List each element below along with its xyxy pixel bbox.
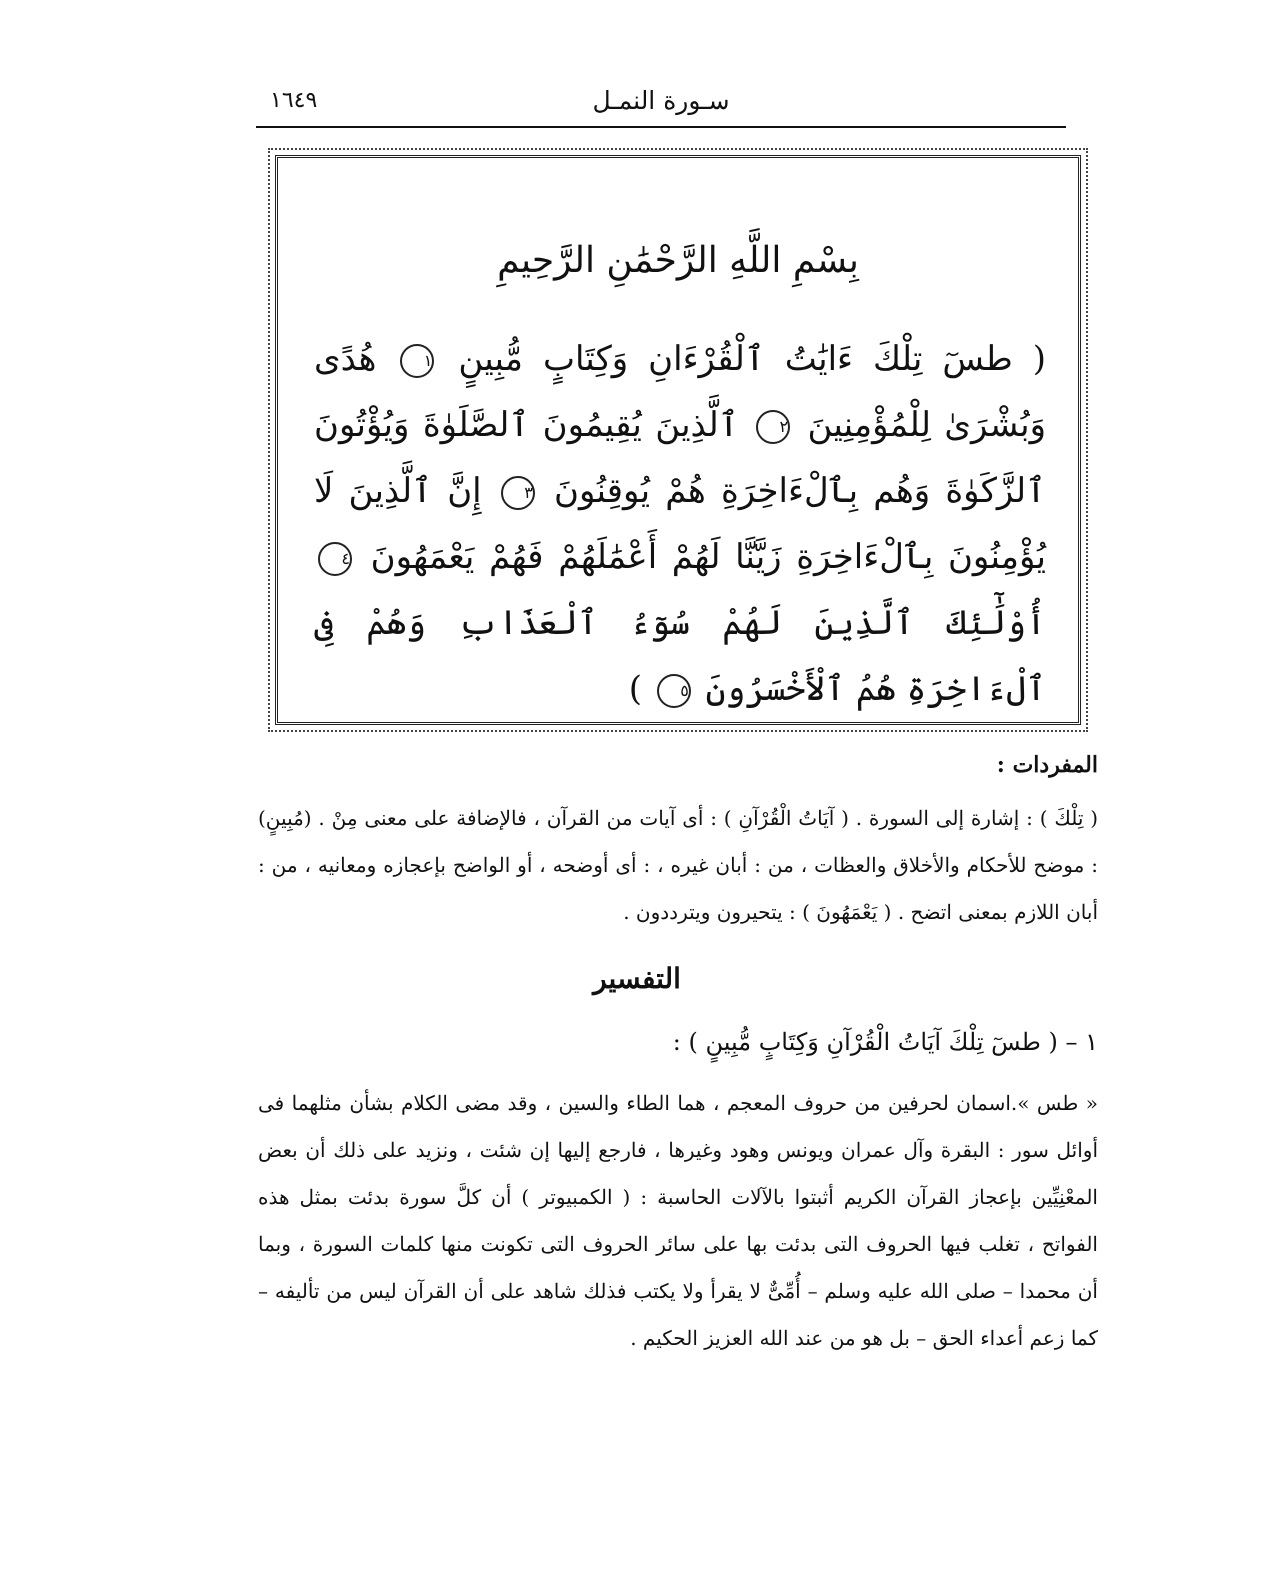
verse-text: أُوْلَٰٓئِكَ ٱلَّذِينَ لَهُمْ سُوٓءُ ٱلْعَذَابِ وَهُمْ فِى ٱلْءَاخِرَةِ هُمُ ٱلْأَخْسَرُونَ <box>314 603 1046 709</box>
tafsir-paragraph <box>258 1080 1098 1362</box>
ayah-number-marker: ٤ <box>318 542 352 576</box>
tafsir-text: « طس ».اسمان لحرفين من حروف المعجم ، هما الطاء والسين ، وقد مضى الكلام بشأن مثلهما فى أوائل سور : البقرة وآل عمران ويونس وهود وغيرها ، فارجع إليها إن شئت ، ونزيد على ذلك أن بعض المعْنِيِّين بإعجاز القرآن الكريم أثبتوا بالآلات الحاسبة : ( الكمبيوتر ) أن كلَّ سورة بدئت بمثل هذه الفواتح ، تغلب فيها الحروف التى بدئت بها على سائر الحروف التى تكونت منها كلمات السورة ، وبما أن محمدا – صلى الله عليه وسلم – أُمِّىٌّ لا يقرأ ولا يكتب فذلك شاهد على أن القرآن ليس من تأليفه – كما زعم أعداء الحق – بل هو من عند الله العزيز الحكيم . <box>258 1091 1098 1350</box>
ayah-number-marker: ٥ <box>657 674 691 708</box>
ayah-number-marker: ٢ <box>756 410 790 444</box>
verse-text: إِنَّ ٱلَّذِينَ لَا يُؤْمِنُونَ بِٱلْءَاخِرَةِ زَيَّنَّا لَهُمْ أَعْمَٰلَهُمْ فَهُمْ يَعْمَهُونَ <box>314 471 1046 577</box>
ayah-number-marker: ٣ <box>501 476 535 510</box>
header-rule <box>256 126 1066 128</box>
verse-text: هُدًى وَبُشْرَىٰ لِلْمُؤْمِنِينَ <box>314 339 1046 445</box>
vocabulary-heading: المفردات : <box>996 752 1098 778</box>
verse-text: ) <box>628 669 642 709</box>
page-number: ١٦٤٩ <box>270 88 318 113</box>
tafsir-heading: التفسير <box>593 962 681 995</box>
quran-verses <box>314 326 1046 722</box>
tafsir-verse-line: ١ – ( طسٓ تِلْكَ آيَاتُ الْقُرْآنِ وَكِتَابٍ مُّبِينٍ ) : <box>672 1028 1098 1056</box>
surah-title: سـورة النمـل <box>592 86 730 115</box>
page-header <box>258 86 1064 126</box>
verse-text: ٱلَّذِينَ يُقِيمُونَ ٱلصَّلَوٰةَ وَيُؤْتُونَ ٱلزَّكَوٰةَ وَهُم بِٱلْءَاخِرَةِ هُمْ يُوقِنُونَ <box>314 405 1046 511</box>
basmala: بِسْمِ اللَّهِ الرَّحْمَٰنِ الرَّحِيمِ <box>497 240 859 281</box>
verse-text: ( طسٓ تِلْكَ ءَايَٰتُ ٱلْقُرْءَانِ وَكِتَابٍ مُّبِينٍ <box>458 339 1047 379</box>
vocabulary-text: ( تِلْكَ ) : إشارة إلى السورة . ( آيَاتُ الْقُرْآنِ ) : أى آيات من القرآن ، فالإضافة على معنى مِنْ . (مُبِينٍ) : موضح للأحكام والأخلاق والعظات ، من : أبان غيره ، : أى أوضحه ، أو الواضح بإعجازه ومعانيه ، من : أبان اللازم بمعنى اتضح . ( يَعْمَهُونَ ) : يتحيرون ويترددون . <box>258 806 1098 924</box>
vocabulary-paragraph <box>258 795 1098 936</box>
verse-frame <box>275 155 1081 725</box>
ayah-number-marker: ١ <box>400 344 434 378</box>
